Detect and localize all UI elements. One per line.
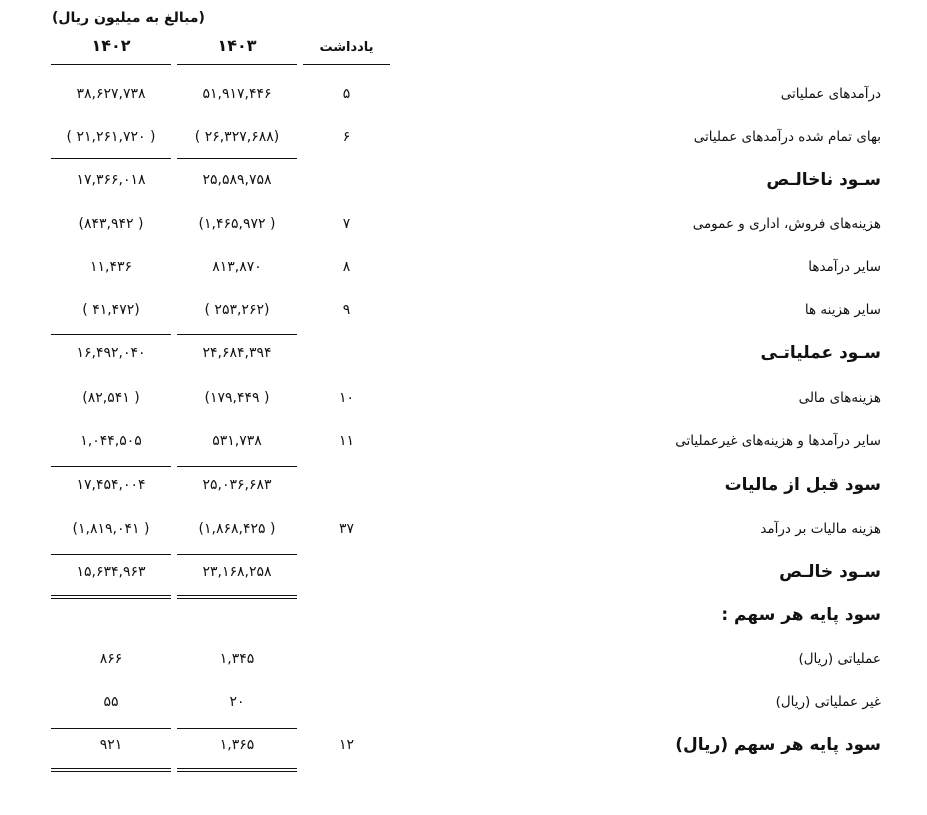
total-double-rule-1402: [51, 595, 171, 599]
value-1403: ۸۱۳,۸۷۰: [212, 259, 262, 275]
row-label: سود قبل از مالیات: [724, 475, 881, 495]
total-double-rule-1403: [177, 595, 297, 599]
note-ref: ۱۱: [338, 433, 355, 449]
value-1402: ۳۸,۶۲۷,۷۳۸: [76, 86, 146, 102]
row-finance-costs: [0, 390, 927, 420]
row-label: هزینه مالیات بر درآمد: [760, 521, 881, 537]
row-operating-revenue: [0, 86, 927, 116]
row-label: سـود عملیاتـی: [760, 343, 881, 363]
row-label: هزینه‌های فروش، اداری و عمومی: [692, 216, 881, 232]
value-1403: ۲۵,۰۳۶,۶۸۳: [202, 477, 272, 493]
row-other-income: [0, 259, 927, 289]
column-header-1403: ۱۴۰۳: [217, 36, 257, 55]
unit-note: (مبالغ به میلیون ریال): [52, 10, 205, 26]
note-ref: ۱۲: [338, 737, 355, 753]
value-1402: ۱۵,۶۳۴,۹۶۳: [76, 564, 146, 580]
row-eps-non-operating: [0, 694, 927, 724]
value-1402: ( ۴۱,۴۷۲): [82, 302, 140, 318]
subtotal-rule-1402: [51, 158, 171, 159]
note-ref: ۷: [342, 216, 351, 232]
value-1403: ( ۲۵۳,۲۶۲): [204, 302, 270, 318]
value-1402: ۸۶۶: [99, 651, 123, 667]
value-1402: ۵۵: [103, 694, 119, 710]
row-income-tax: [0, 521, 927, 551]
subtotal-rule-1402: [51, 554, 171, 555]
row-label: سود پایه هر سهم (ریال): [675, 735, 881, 755]
header-rule-1402: [51, 64, 171, 65]
value-1403: ۲۰: [229, 694, 245, 710]
subtotal-rule-1402: [51, 334, 171, 335]
value-1403: (۱,۸۶۸,۴۲۵ ): [198, 521, 276, 537]
value-1402: ۹۲۱: [99, 737, 123, 753]
row-profit-before-tax: [0, 477, 927, 507]
header-rule-note: [303, 64, 390, 65]
value-1403: ۵۳۱,۷۳۸: [212, 433, 262, 449]
subtotal-rule-1402: [51, 466, 171, 467]
row-cost-of-revenue: [0, 129, 927, 159]
value-1402: (۸۲,۵۴۱ ): [82, 390, 140, 406]
total-double-rule-1402: [51, 768, 171, 772]
subtotal-rule-1402: [51, 728, 171, 729]
row-eps-total: [0, 737, 927, 767]
note-ref: ۹: [342, 302, 351, 318]
value-1403: (۱,۴۶۵,۹۷۲ ): [198, 216, 276, 232]
row-label: سـود خالـص: [779, 562, 881, 582]
value-1402: ۱,۰۴۴,۵۰۵: [80, 433, 142, 449]
note-ref: ۳۷: [338, 521, 355, 537]
row-label: بهای تمام شده درآمدهای عملیاتی: [693, 129, 881, 145]
value-1402: (۸۴۳,۹۴۲ ): [78, 216, 144, 232]
value-1402: ۱۷,۴۵۴,۰۰۴: [76, 477, 146, 493]
subtotal-rule-1403: [177, 334, 297, 335]
value-1403: (۱۷۹,۴۴۹ ): [204, 390, 270, 406]
subtotal-rule-1403: [177, 728, 297, 729]
value-1403: ۱,۳۶۵: [219, 737, 255, 753]
value-1403: ۲۵,۵۸۹,۷۵۸: [202, 172, 272, 188]
row-eps-heading: [0, 607, 927, 637]
value-1402: (۱,۸۱۹,۰۴۱ ): [72, 521, 150, 537]
header-rule-1403: [177, 64, 297, 65]
row-label: سایر درآمدها و هزینه‌های غیرعملیاتی: [675, 433, 881, 449]
row-eps-operating: [0, 651, 927, 681]
row-label: هزینه‌های مالی: [798, 390, 881, 406]
row-label: سایر هزینه ها: [804, 302, 881, 318]
row-label: درآمدهای عملیاتی: [780, 86, 881, 102]
value-1402: ( ۲۱,۲۶۱,۷۲۰ ): [66, 129, 156, 145]
row-net-profit: [0, 564, 927, 594]
value-1403: ( ۲۶,۳۲۷,۶۸۸): [194, 129, 280, 145]
row-gross-profit: [0, 172, 927, 202]
row-label: سایر درآمدها: [808, 259, 881, 275]
value-1402: ۱۷,۳۶۶,۰۱۸: [76, 172, 146, 188]
row-other-expenses: [0, 302, 927, 332]
note-ref: ۵: [342, 86, 351, 102]
value-1403: ۲۳,۱۶۸,۲۵۸: [202, 564, 272, 580]
value-1403: ۲۴,۶۸۴,۳۹۴: [202, 345, 272, 361]
value-1403: ۵۱,۹۱۷,۴۴۶: [202, 86, 272, 102]
row-label: غیر عملیاتی (ریال): [775, 694, 881, 710]
subtotal-rule-1403: [177, 466, 297, 467]
subtotal-rule-1403: [177, 158, 297, 159]
value-1402: ۱۱,۴۳۶: [89, 259, 133, 275]
value-1402: ۱۶,۴۹۲,۰۴۰: [76, 345, 146, 361]
row-label: سـود ناخالـص: [766, 170, 881, 190]
row-label: عملیاتی (ریال): [798, 651, 881, 667]
subtotal-rule-1403: [177, 554, 297, 555]
value-1403: ۱,۳۴۵: [219, 651, 255, 667]
note-ref: ۸: [342, 259, 351, 275]
row-non-operating: [0, 433, 927, 463]
column-header-1402: ۱۴۰۲: [91, 36, 131, 55]
row-label: سود پایه هر سهم :: [721, 605, 881, 625]
note-ref: ۱۰: [338, 390, 355, 406]
row-operating-profit: [0, 345, 927, 375]
note-ref: ۶: [342, 129, 351, 145]
column-header-note: یادداشت: [319, 40, 374, 55]
row-selling-admin-expenses: [0, 216, 927, 246]
total-double-rule-1403: [177, 768, 297, 772]
